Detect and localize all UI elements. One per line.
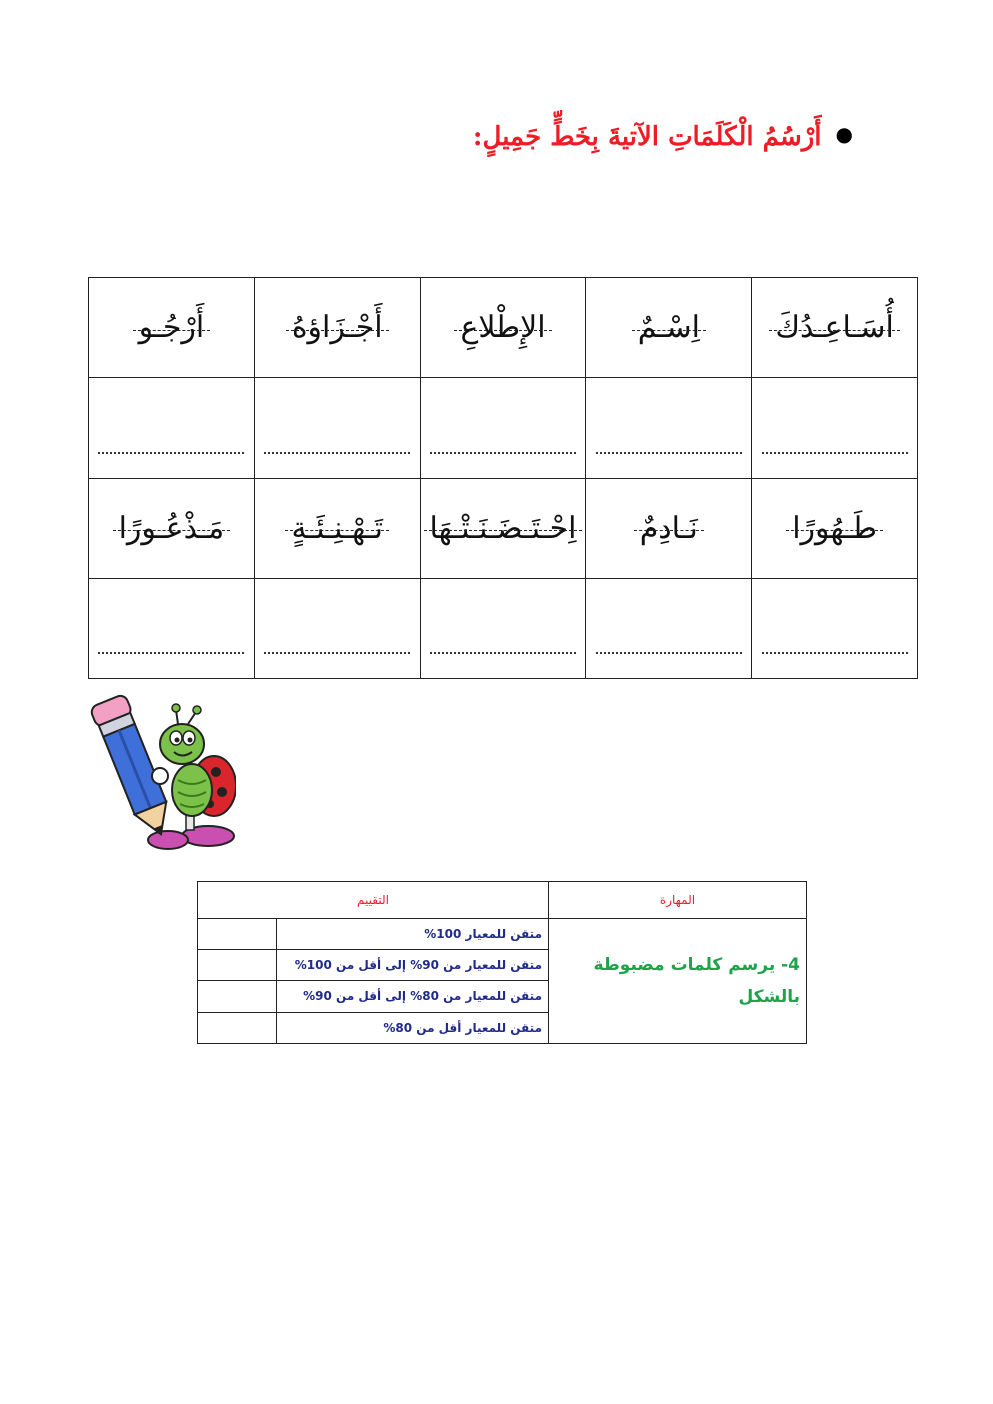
instruction-text: أَرْسُمُ الْكَلَمَاتِ الآتيةَ بِخَطٍّ جَمِيلٍ: xyxy=(472,122,822,152)
worksheet-instruction xyxy=(473,122,853,152)
dotted-writing-line xyxy=(762,452,908,454)
tracing-word: أَجْـزَاؤهُ xyxy=(286,310,389,345)
writing-cell[interactable] xyxy=(89,578,255,678)
score-cell[interactable] xyxy=(198,918,277,949)
tracing-word: مَـذْعُـورًا xyxy=(113,511,231,546)
writing-cell[interactable] xyxy=(420,378,586,478)
dotted-writing-line xyxy=(762,652,908,654)
word-cell xyxy=(254,478,420,578)
score-cell[interactable] xyxy=(198,981,277,1012)
writing-cell[interactable] xyxy=(586,378,752,478)
writing-cell[interactable] xyxy=(254,578,420,678)
word-cell xyxy=(420,478,586,578)
ladybug-pencil-illustration xyxy=(86,680,236,852)
evaluation-header: التقييم xyxy=(198,882,549,919)
word-cell xyxy=(586,278,752,378)
dotted-writing-line xyxy=(596,452,742,454)
dotted-writing-line xyxy=(264,452,410,454)
rubric-table xyxy=(197,881,807,1044)
dotted-writing-line xyxy=(264,652,410,654)
level-label: متقن للمعيار من 90% إلى أقل من 100% xyxy=(277,949,549,980)
skill-description: 4- يرسم كلمات مضبوطة بالشكل xyxy=(549,918,807,1043)
skill-header: المهارة xyxy=(549,882,807,919)
tracing-word: أَرْجُـو xyxy=(133,310,211,345)
tracing-word: نَـادِمٌ xyxy=(634,511,704,546)
writing-cell[interactable] xyxy=(752,378,918,478)
tracing-word: اِحْـتَـضَـنَـتْـهَا xyxy=(424,511,583,546)
writing-cell[interactable] xyxy=(254,378,420,478)
level-label: متقن للمعيار 100% xyxy=(277,918,549,949)
tracing-word: طَـهُورًا xyxy=(786,511,883,546)
word-cell xyxy=(420,278,586,378)
tracing-word: تَـهْـنِـئَـةٍ xyxy=(285,511,389,546)
word-cell xyxy=(89,278,255,378)
dotted-writing-line xyxy=(98,452,244,454)
writing-cell[interactable] xyxy=(89,378,255,478)
dotted-writing-line xyxy=(596,652,742,654)
tracing-word: اِسْـمٌ xyxy=(632,310,706,345)
score-cell[interactable] xyxy=(198,1012,277,1043)
tracing-word: الإِطْلاعِ xyxy=(454,310,551,345)
level-label: متقن للمعيار من 80% إلى أقل من 90% xyxy=(277,981,549,1012)
writing-row-2 xyxy=(89,578,918,678)
writing-cell[interactable] xyxy=(586,578,752,678)
word-cell xyxy=(89,478,255,578)
word-cell xyxy=(254,278,420,378)
word-cell xyxy=(586,478,752,578)
level-label: متقن للمعيار أقل من 80% xyxy=(277,1012,549,1043)
word-cell xyxy=(752,478,918,578)
bullet-icon: ● xyxy=(835,122,853,146)
words-row-1 xyxy=(89,278,918,378)
score-cell[interactable] xyxy=(198,949,277,980)
dotted-writing-line xyxy=(430,652,576,654)
words-row-2 xyxy=(89,478,918,578)
dotted-writing-line xyxy=(98,652,244,654)
word-cell xyxy=(752,278,918,378)
tracing-word: أُسَـاعِـدُكَ xyxy=(769,310,900,345)
writing-cell[interactable] xyxy=(420,578,586,678)
writing-row-1 xyxy=(89,378,918,478)
dotted-writing-line xyxy=(430,452,576,454)
writing-cell[interactable] xyxy=(752,578,918,678)
words-table xyxy=(88,277,918,679)
